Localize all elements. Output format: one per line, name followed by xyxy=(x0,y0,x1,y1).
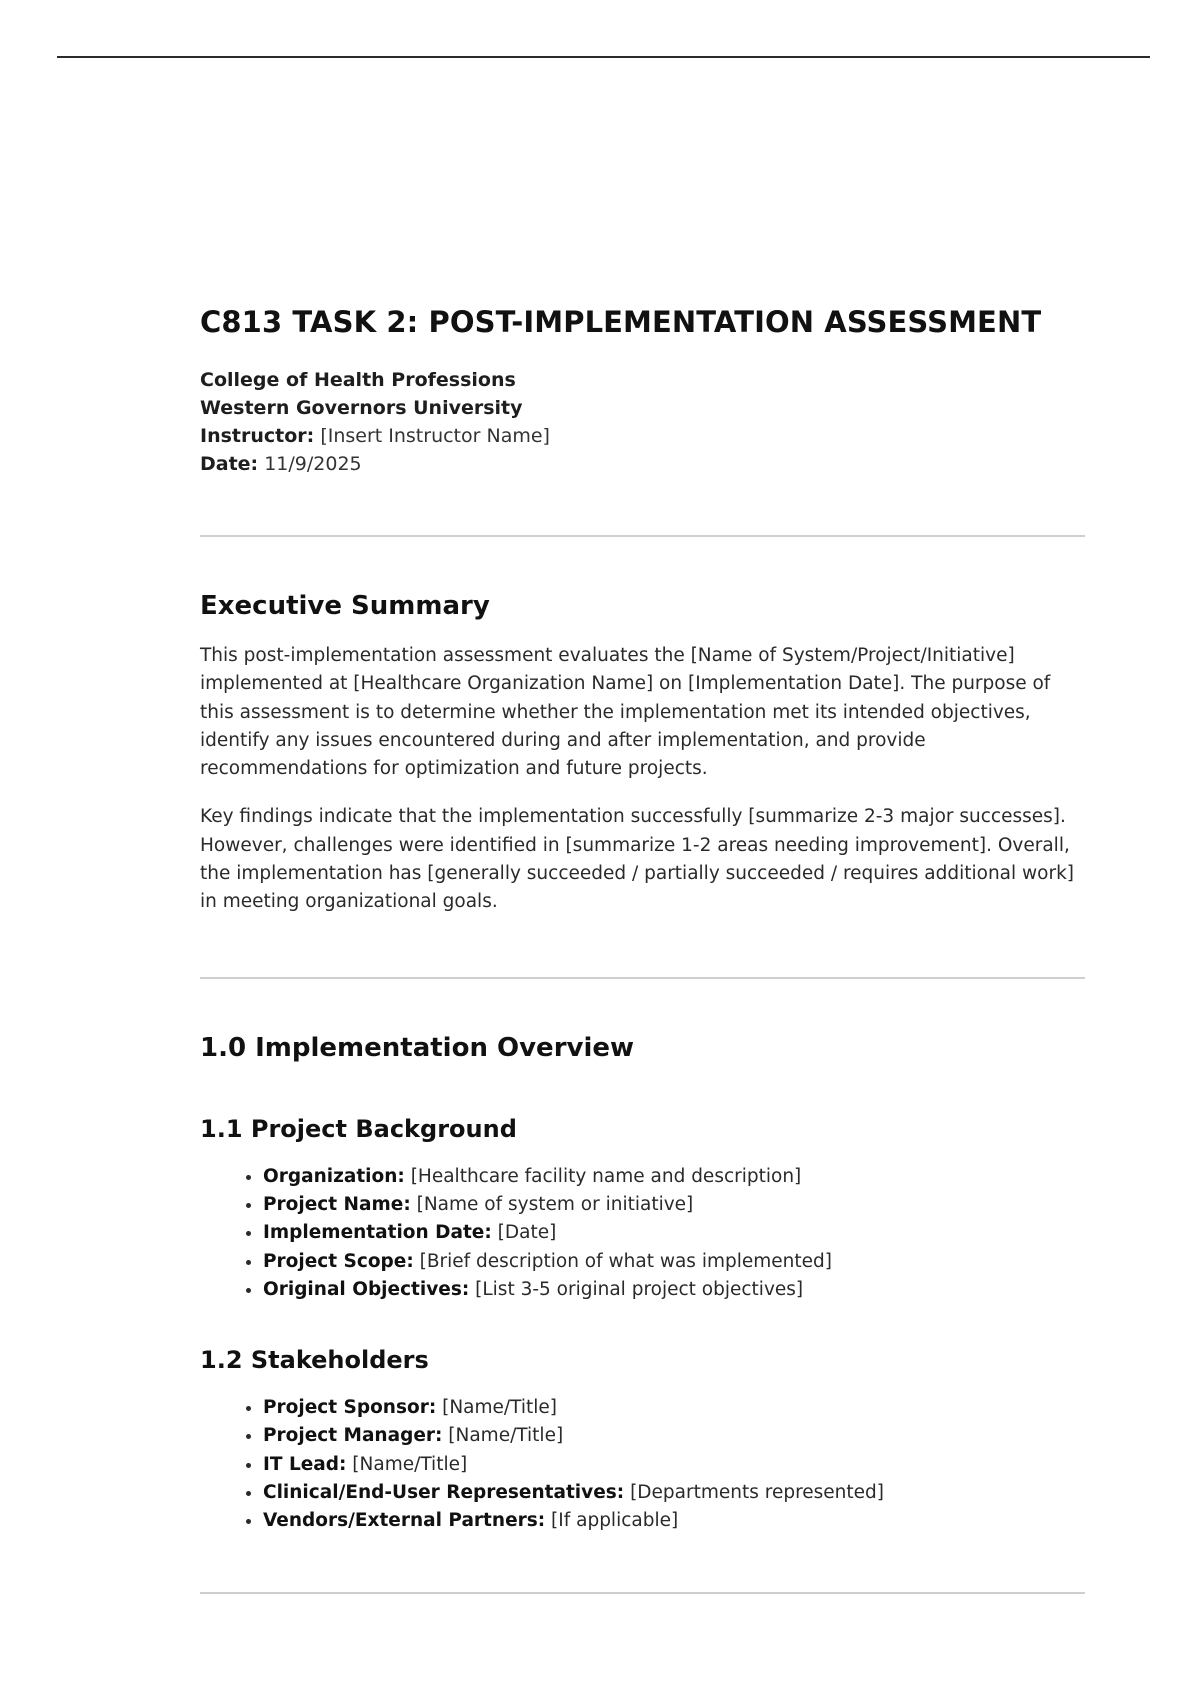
list-item-value: [Brief description of what was implemented] xyxy=(419,1250,832,1272)
stakeholders-heading: 1.2 Stakeholders xyxy=(200,1346,429,1375)
list-item xyxy=(263,1507,1085,1535)
executive-summary-paragraph-2: Key findings indicate that the implementation successfully [summarize 2-3 major successes]. However, challenges were identified in [summarize 1-2 areas needing improvement]. Overall, the implementation has [generally succeeded / partially succeeded / requires additional work] in meeting organizational goals. xyxy=(200,806,1075,913)
page-header-rule xyxy=(57,56,1150,58)
list-item xyxy=(263,1276,1085,1304)
executive-summary-paragraph-1: This post-implementation assessment evaluates the [Name of System/Project/Initiative] implemented at [Healthcare Organization Name] on [Implementation Date]. The purpose of this assessment is to determine whether the implementation met its intended objectives, identify any issues encountered during and after implementation, and provide recommendations for optimization and future projects. xyxy=(200,645,1051,780)
list-item xyxy=(263,1219,1085,1247)
list-item-label: Organization: xyxy=(263,1165,405,1187)
college-name: College of Health Professions xyxy=(200,369,516,391)
list-item xyxy=(263,1248,1085,1276)
document-title: C813 TASK 2: POST-IMPLEMENTATION ASSESSMENT xyxy=(200,305,1042,339)
list-item-label: Implementation Date: xyxy=(263,1222,492,1244)
list-item-label: Project Sponsor: xyxy=(263,1397,437,1419)
list-item xyxy=(263,1422,1085,1450)
list-item xyxy=(263,1191,1085,1219)
list-item-label: Original Objectives: xyxy=(263,1278,470,1300)
list-item-label: Project Manager: xyxy=(263,1425,443,1447)
section-divider xyxy=(200,535,1085,537)
list-item xyxy=(263,1163,1085,1191)
executive-summary-heading: Executive Summary xyxy=(200,591,490,621)
date-line xyxy=(200,450,1085,478)
implementation-overview-heading: 1.0 Implementation Overview xyxy=(200,1032,635,1063)
list-item-label: Project Scope: xyxy=(263,1250,414,1272)
list-item-value: [Name of system or initiative] xyxy=(416,1193,694,1215)
instructor-line xyxy=(200,422,1085,450)
project-background-heading: 1.1 Project Background xyxy=(200,1114,517,1143)
list-item-value: [List 3-5 original project objectives] xyxy=(475,1278,804,1300)
list-item-label: Clinical/End-User Representatives: xyxy=(263,1482,625,1504)
list-item-label: Project Name: xyxy=(263,1193,411,1215)
list-item-label: Vendors/External Partners: xyxy=(263,1510,546,1532)
list-item-value: [Name/Title] xyxy=(448,1425,564,1447)
university-name: Western Governors University xyxy=(200,397,523,419)
list-item-value: [Date] xyxy=(497,1222,557,1244)
document-meta xyxy=(200,366,1085,478)
project-background-list xyxy=(200,1163,1085,1304)
stakeholders-list xyxy=(200,1394,1085,1535)
list-item-value: [Departments represented] xyxy=(630,1482,884,1504)
list-item-value: [Name/Title] xyxy=(442,1397,558,1419)
list-item-value: [Healthcare facility name and description] xyxy=(410,1165,802,1187)
list-item xyxy=(263,1451,1085,1479)
date-value: 11/9/2025 xyxy=(264,453,362,475)
document-body xyxy=(200,304,1085,1594)
list-item-value: [If applicable] xyxy=(551,1510,679,1532)
list-item xyxy=(263,1479,1085,1507)
date-label: Date: xyxy=(200,453,259,475)
instructor-value: [Insert Instructor Name] xyxy=(320,425,550,447)
section-divider xyxy=(200,1592,1085,1594)
list-item-label: IT Lead: xyxy=(263,1453,347,1475)
list-item-value: [Name/Title] xyxy=(352,1453,468,1475)
instructor-label: Instructor: xyxy=(200,425,315,447)
section-divider xyxy=(200,977,1085,979)
list-item xyxy=(263,1394,1085,1422)
